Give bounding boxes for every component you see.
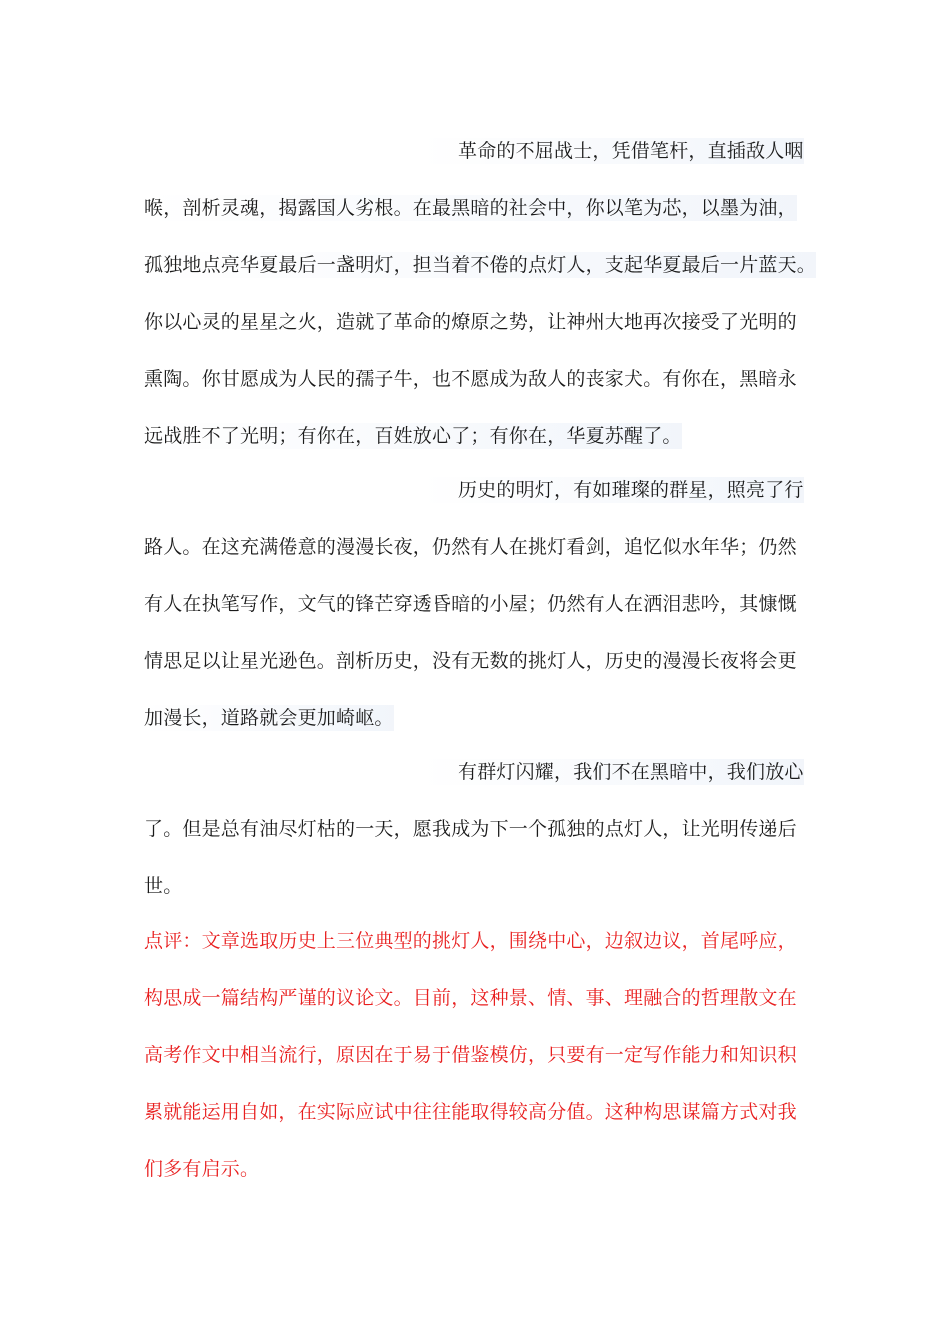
- comment-line: 高考作文中相当流行，原因在于易于借鉴模仿，只要有一定写作能力和知识积: [144, 1044, 797, 1066]
- paragraph-line: 熏陶。你甘愿成为人民的孺子牛，也不愿成为敌人的丧家犬。有你在，黑暗永: [144, 368, 797, 390]
- paragraph-line: 历史的明灯，有如璀璨的群星，照亮了行: [420, 477, 804, 503]
- comment-line: 累就能运用自如，在实际应试中往往能取得较高分值。这种构思谋篇方式对我: [144, 1101, 797, 1123]
- comment-line: 点评：文章选取历史上三位典型的挑灯人，围绕中心，边叙边议，首尾呼应，: [144, 930, 797, 952]
- paragraph-line: 加漫长，道路就会更加崎岖。: [144, 707, 394, 729]
- paragraph-line: 革命的不屈战士，凭借笔杆，直插敌人咽: [420, 138, 804, 164]
- paragraph-line: 情思足以让星光逊色。剖析历史，没有无数的挑灯人，历史的漫漫长夜将会更: [144, 650, 797, 672]
- paragraph-line: 喉，剖析灵魂，揭露国人劣根。在最黑暗的社会中，你以笔为芯，以墨为油，: [144, 197, 797, 219]
- paragraph-line: 远战胜不了光明；有你在，百姓放心了；有你在，华夏苏醒了。: [144, 425, 682, 447]
- paragraph-line: 你以心灵的星星之火，造就了革命的燎原之势，让神州大地再次接受了光明的: [144, 311, 797, 333]
- paragraph-line: 有人在执笔写作，文气的锋芒穿透昏暗的小屋；仍然有人在洒泪悲吟，其慷慨: [144, 593, 797, 615]
- comment-line: 构思成一篇结构严谨的议论文。目前，这种景、情、事、理融合的哲理散文在: [144, 987, 797, 1009]
- paragraph-line: 了。但是总有油尽灯枯的一天，愿我成为下一个孤独的点灯人，让光明传递后: [144, 818, 797, 840]
- comment-line: 们多有启示。: [144, 1158, 260, 1180]
- paragraph-line: 孤独地点亮华夏最后一盏明灯，担当着不倦的点灯人，支起华夏最后一片蓝天。: [144, 254, 817, 276]
- paragraph-line: 路人。在这充满倦意的漫漫长夜，仍然有人在挑灯看剑，追忆似水年华；仍然: [144, 536, 797, 558]
- paragraph-line: 世。: [144, 875, 183, 897]
- paragraph-line: 有群灯闪耀，我们不在黑暗中，我们放心: [420, 759, 804, 785]
